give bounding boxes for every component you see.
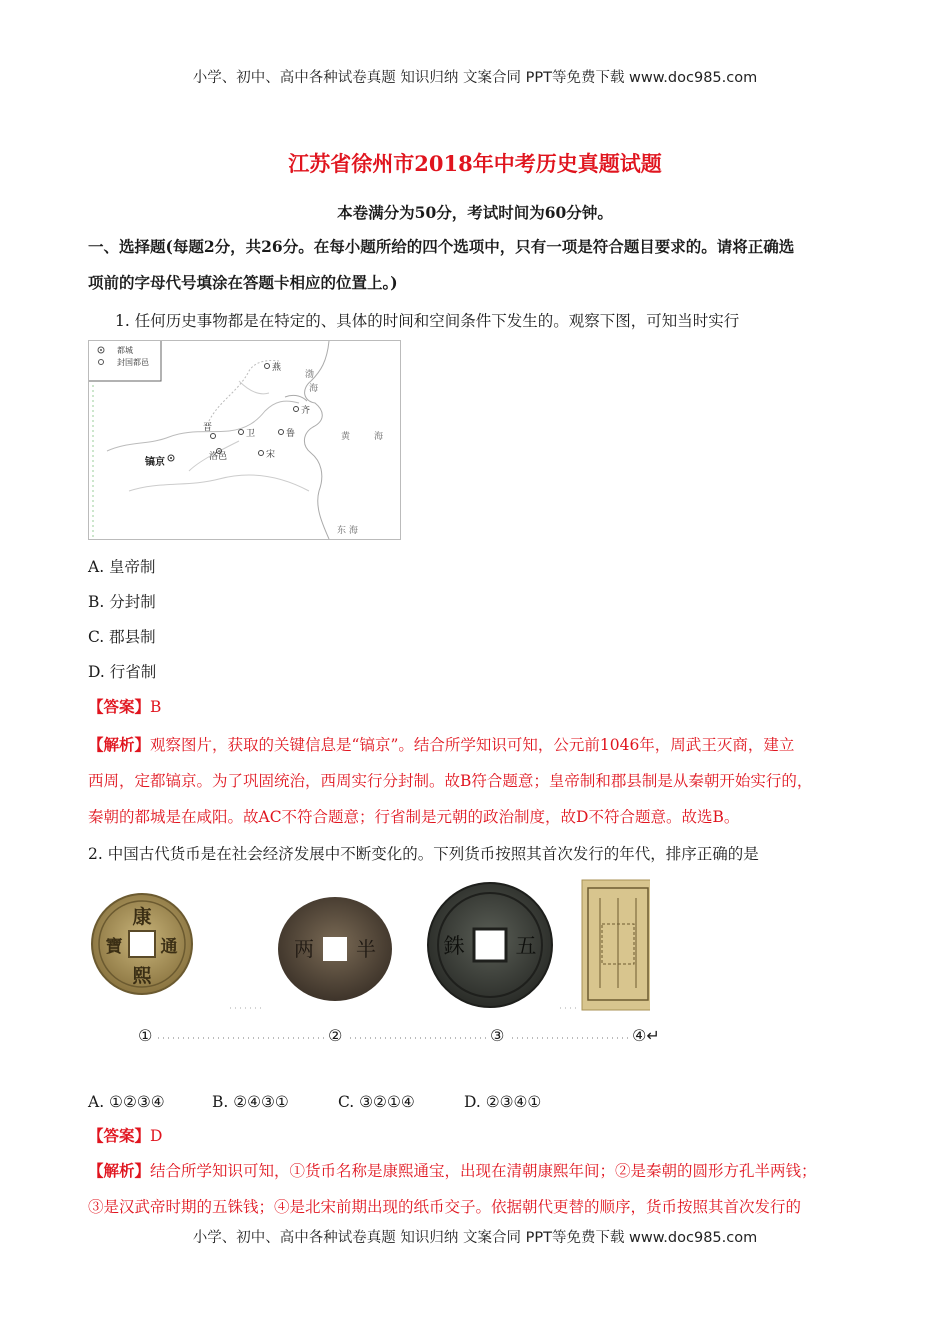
coin1-char-top: 康 <box>132 906 152 928</box>
section-instructions-line1: 一、选择题(每题2分，共26分。在每小题所给的四个选项中，只有一项是符合题目要求的。请将正确选 <box>88 237 795 256</box>
coin3-char-left: 銖 <box>443 934 465 958</box>
coin2-char-right: 半 <box>356 937 376 961</box>
q1-analysis-text-1: 观察图片，获取的关键信息是“镐京”。结合所学知识可知，公元前1046年，周武王灭商，建立 <box>150 736 795 754</box>
map-label-yan: 燕 <box>272 363 282 373</box>
section-instructions-line2: 项前的字母代号填涂在答题卡相应的位置上。) <box>88 273 398 292</box>
q2-analysis-text-1: 结合所学知识可知，①货币名称是康熙通宝，出现在清朝康熙年间；②是秦朝的圆形方孔半两钱； <box>150 1162 817 1180</box>
q1-analysis-tag: 【解析】 <box>88 735 151 754</box>
coin-markers-row <box>138 1026 658 1048</box>
kangxi-coin <box>92 894 192 994</box>
coin-marker-3: ③ <box>490 1026 505 1045</box>
q2-option-d: D. ②③④① <box>464 1093 542 1111</box>
q1-answer-tag: 【答案】 <box>88 697 151 716</box>
marker-dotted-line <box>138 1026 658 1048</box>
exam-info: 本卷满分为50分，考试时间为60分钟。 <box>337 203 613 222</box>
q2-answer <box>88 1125 162 1147</box>
map-label-donghai: 东 海 <box>337 526 358 536</box>
legend-capital-label: 都城 <box>117 346 133 355</box>
coins-graphic <box>90 876 650 1026</box>
map-label-haojing: 镐京 <box>145 457 165 468</box>
question-2-stem: 2. 中国古代货币是在社会经济发展中不断变化的。下列货币按照其首次发行的年代，排序正确的是 <box>88 845 759 863</box>
q2-analysis-tag: 【解析】 <box>88 1161 151 1180</box>
map-label-huanghai-2: 海 <box>374 432 384 442</box>
coin-images <box>90 876 650 1026</box>
coin1-char-left: 寶 <box>105 937 123 957</box>
q2-analysis-line2: ③是汉武帝时期的五铢钱；④是北宋前期出现的纸币交子。依据朝代更替的顺序，货币按照其首次发行的 <box>88 1198 802 1216</box>
page-header: 小学、初中、高中各种试卷真题 知识归纳 文案合同 PPT等免费下载 www.doc985.com <box>192 70 758 86</box>
q2-option-a: A. ①②③④ <box>88 1093 165 1111</box>
western-zhou-map <box>88 340 401 540</box>
map-label-huanghai-1: 黄 <box>341 432 351 442</box>
question-1-stem: 1. 任何历史事物都是在特定的、具体的时间和空间条件下发生的。观察下图，可知当时实行 <box>115 312 740 330</box>
coin-marker-4: ④↵ <box>632 1026 660 1045</box>
map-label-lu: 鲁 <box>286 429 296 439</box>
q1-option-a: A. 皇帝制 <box>88 558 156 576</box>
q1-analysis-line1 <box>88 734 794 756</box>
coin1-char-right: 通 <box>160 937 178 957</box>
map-label-wei: 卫 <box>246 429 256 439</box>
q1-option-c: C. 郡县制 <box>88 628 156 646</box>
map-label-song: 宋 <box>266 450 276 460</box>
coin-marker-1: ① <box>138 1026 153 1045</box>
q1-option-d: D. 行省制 <box>88 663 157 681</box>
q2-option-b: B. ②④③① <box>212 1093 289 1111</box>
q1-option-b: B. 分封制 <box>88 593 156 611</box>
coin3-char-right: 五 <box>515 934 537 958</box>
coin1-char-bottom: 熙 <box>132 965 152 987</box>
q2-answer-value: D <box>150 1127 163 1145</box>
map-label-bohai-1: 渤 <box>305 370 315 380</box>
q2-option-c: C. ③②①④ <box>338 1093 415 1111</box>
coin2-char-left: 两 <box>294 937 314 961</box>
q1-analysis-line2: 西周，定都镐京。为了巩固统治，西周实行分封制。故B符合题意；皇帝制和郡县制是从秦朝开始实行的， <box>88 772 813 790</box>
jiaozi-paper-money <box>582 880 650 1010</box>
map-graphic <box>89 341 400 539</box>
wuzhu-coin <box>428 883 552 1007</box>
map-label-bohai-2: 海 <box>309 384 319 394</box>
coin-marker-2: ② <box>328 1026 343 1045</box>
q1-answer <box>88 696 161 718</box>
map-label-jin: 晋 <box>203 423 213 433</box>
banliang-coin <box>278 897 392 1001</box>
q2-answer-tag: 【答案】 <box>88 1126 151 1145</box>
q1-answer-value: B <box>150 698 162 716</box>
page-title: 江苏省徐州市2018年中考历史真题试题 <box>288 151 662 176</box>
q2-analysis-line1 <box>88 1160 817 1182</box>
legend-fief-label: 封国都邑 <box>117 358 149 367</box>
map-label-luoyi: 洛邑 <box>209 452 228 462</box>
page-footer: 小学、初中、高中各种试卷真题 知识归纳 文案合同 PPT等免费下载 www.doc985.com <box>192 1230 758 1246</box>
map-label-qi: 齐 <box>301 406 311 416</box>
q1-analysis-line3: 秦朝的都城是在咸阳。故AC不符合题意；行省制是元朝的政治制度，故D不符合题意。故选B。 <box>88 808 740 826</box>
